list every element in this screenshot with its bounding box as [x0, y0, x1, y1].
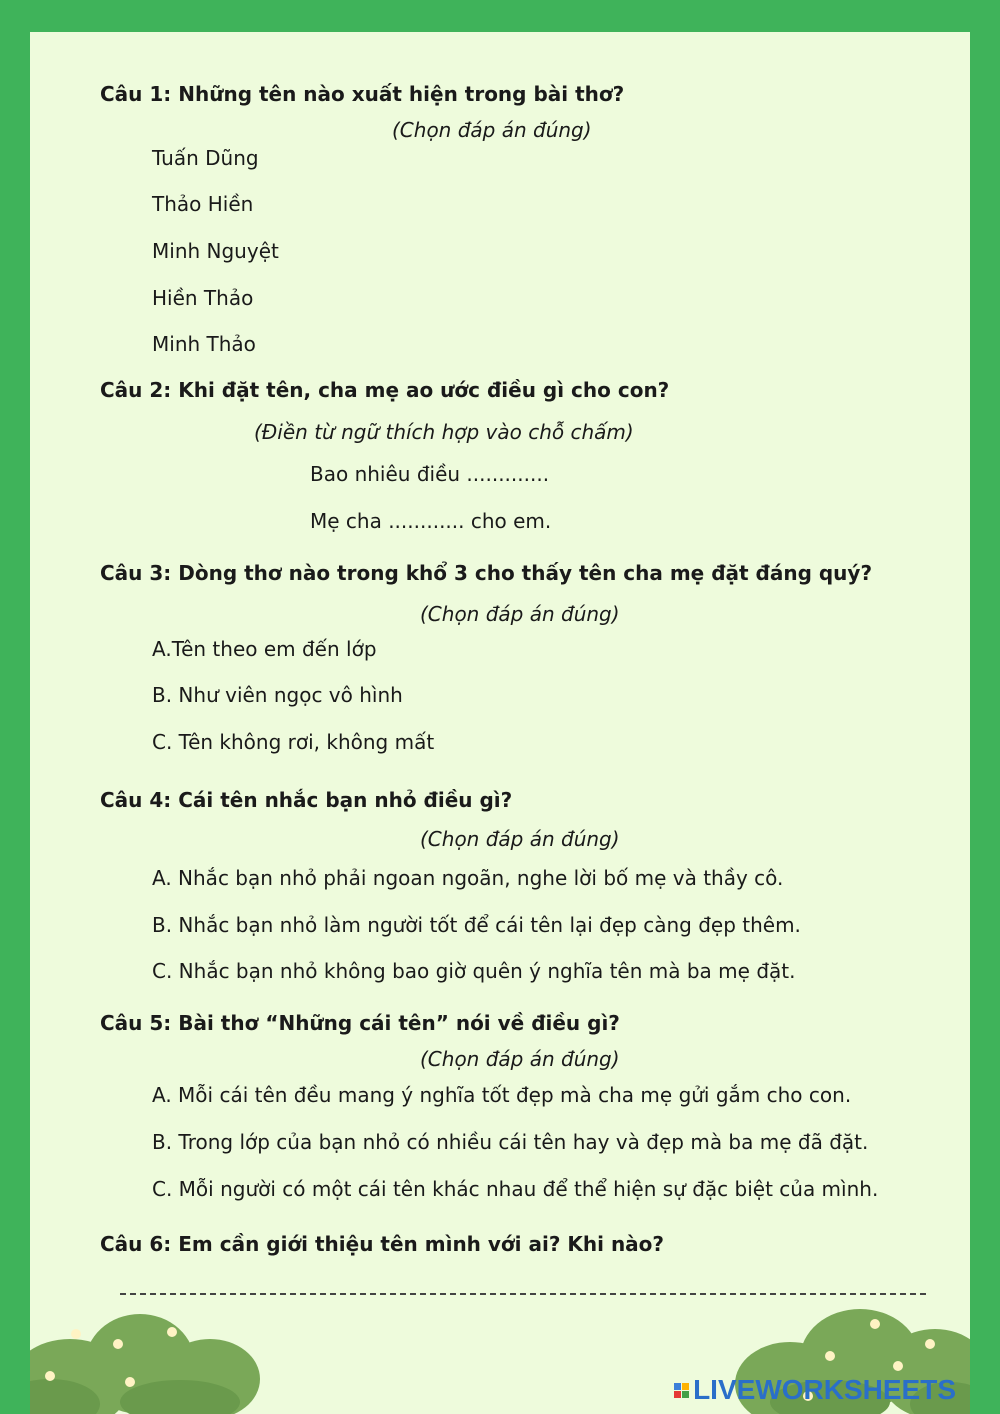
q3-option-a[interactable]: A.Tên theo em đến lớp: [152, 637, 377, 661]
worksheet-page: [30, 32, 970, 1414]
q5-option-c[interactable]: C. Mỗi người có một cái tên khác nhau để thể hiện sự đặc biệt của mình.: [152, 1177, 879, 1201]
question-4-title: Câu 4: Cái tên nhắc bạn nhỏ điều gì?: [100, 788, 513, 812]
logo-grid-icon: [674, 1383, 689, 1398]
q3-option-b[interactable]: B. Như viên ngọc vô hình: [152, 683, 403, 707]
logo-text: LIVEWORKSHEETS: [693, 1374, 956, 1405]
q1-option-3[interactable]: Minh Nguyệt: [152, 239, 279, 263]
question-3-hint: (Chọn đáp án đúng): [420, 602, 620, 626]
q4-option-b[interactable]: B. Nhắc bạn nhỏ làm người tốt để cái tên lại đẹp càng đẹp thêm.: [152, 913, 801, 937]
q1-option-1[interactable]: Tuấn Dũng: [152, 146, 259, 170]
q1-option-4[interactable]: Hiền Thảo: [152, 286, 254, 310]
question-5-hint: (Chọn đáp án đúng): [420, 1047, 620, 1071]
question-2-hint: (Điền từ ngữ thích hợp vào chỗ chấm): [254, 420, 634, 444]
question-4-hint: (Chọn đáp án đúng): [420, 827, 620, 851]
question-2-title: Câu 2: Khi đặt tên, cha mẹ ao ước điều gì cho con?: [100, 378, 670, 402]
q4-option-a[interactable]: A. Nhắc bạn nhỏ phải ngoan ngoãn, nghe lời bố mẹ và thầy cô.: [152, 866, 784, 890]
q5-option-a[interactable]: A. Mỗi cái tên đều mang ý nghĩa tốt đẹp mà cha mẹ gửi gắm cho con.: [152, 1083, 852, 1107]
question-1-title: Câu 1: Những tên nào xuất hiện trong bài thơ?: [100, 82, 625, 106]
question-3-title: Câu 3: Dòng thơ nào trong khổ 3 cho thấy tên cha mẹ đặt đáng quý?: [100, 561, 873, 585]
q1-option-2[interactable]: Thảo Hiền: [152, 192, 254, 216]
q2-fill-line-1[interactable]: Bao nhiêu điều .............: [310, 462, 550, 486]
q1-option-5[interactable]: Minh Thảo: [152, 332, 256, 356]
q4-option-c[interactable]: C. Nhắc bạn nhỏ không bao giờ quên ý nghĩa tên mà ba mẹ đặt.: [152, 959, 796, 983]
q3-option-c[interactable]: C. Tên không rơi, không mất: [152, 730, 435, 754]
answer-dashed-line[interactable]: [120, 1293, 926, 1295]
question-6-title: Câu 6: Em cần giới thiệu tên mình với ai? Khi nào?: [100, 1232, 665, 1256]
q2-fill-line-2[interactable]: Mẹ cha ............ cho em.: [310, 509, 552, 533]
question-1-hint: (Chọn đáp án đúng): [392, 118, 592, 142]
q5-option-b[interactable]: B. Trong lớp của bạn nhỏ có nhiều cái tên hay và đẹp mà ba mẹ đã đặt.: [152, 1130, 869, 1154]
question-5-title: Câu 5: Bài thơ “Những cái tên” nói về điều gì?: [100, 1011, 620, 1035]
liveworksheets-logo[interactable]: [674, 1374, 956, 1406]
